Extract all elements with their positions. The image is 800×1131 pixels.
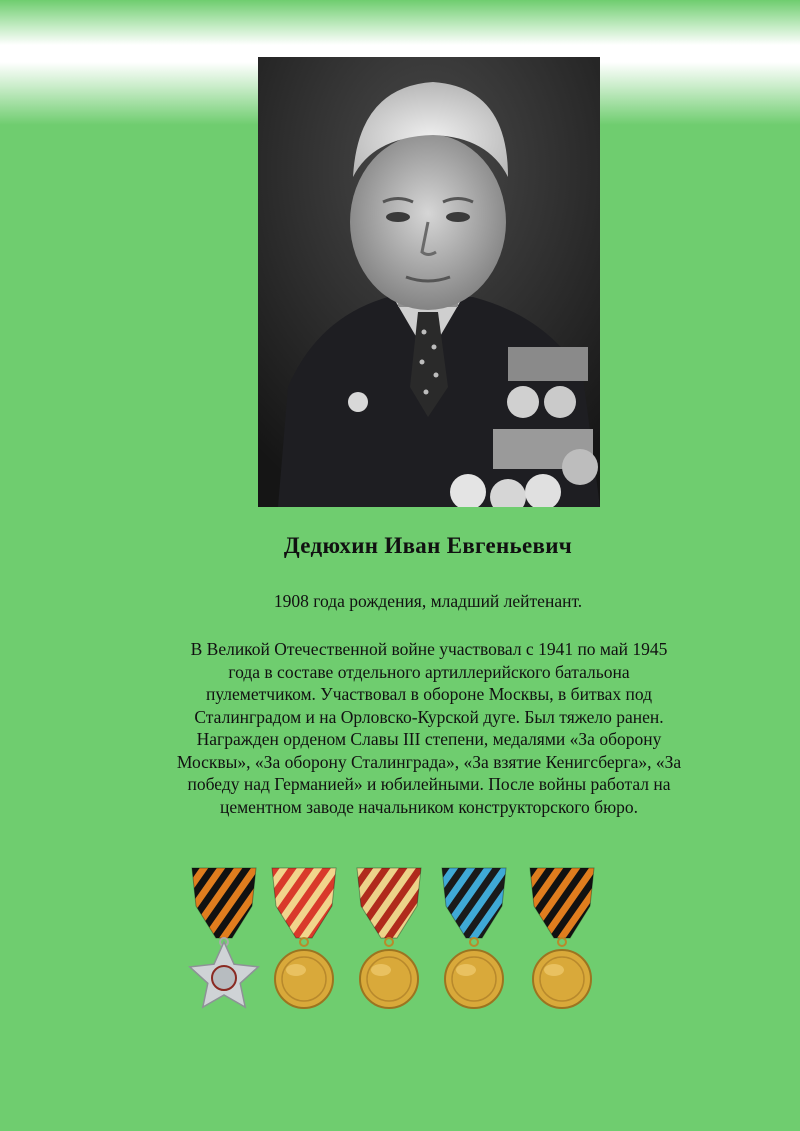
bio-line: Награжден орденом Славы III степени, медалями «За оборону [196, 729, 662, 749]
portrait-photo [258, 57, 600, 507]
medal-victory-over-germany-icon [522, 866, 602, 1016]
bio-line: года в составе отдельного артиллерийского батальона [228, 661, 630, 682]
bio-line: Москвы», «За оборону Сталинграда», «За взятие Кенигсберга», «За [176, 751, 682, 772]
bio-line: цементном заводе начальником конструкторского бюро. [219, 796, 639, 817]
medal-capture-of-koenigsberg-icon [434, 866, 514, 1016]
bio-line: В Великой Отечественной войне участвовал с 1941 по май 1945 [190, 639, 668, 659]
bio-line: победу над Германией» и юбилейными. После войны работал на [187, 774, 671, 794]
medals-row [184, 866, 614, 1016]
order-of-glory-icon [184, 866, 264, 1016]
person-name: Дедюхин Иван Евгеньевич [283, 533, 573, 558]
bio-line: Сталинградом и на Орловско-Курской дуге. Был тяжело ранен. [194, 706, 664, 727]
birth-line: 1908 года рождения, младший лейтенант. [273, 591, 583, 611]
medal-defense-of-moscow-icon [264, 866, 344, 1016]
biography-text [110, 638, 748, 818]
bio-line: пулеметчиком. Участвовал в обороне Москвы, в битвах под [205, 684, 653, 704]
medal-defense-of-stalingrad-icon [349, 866, 429, 1016]
